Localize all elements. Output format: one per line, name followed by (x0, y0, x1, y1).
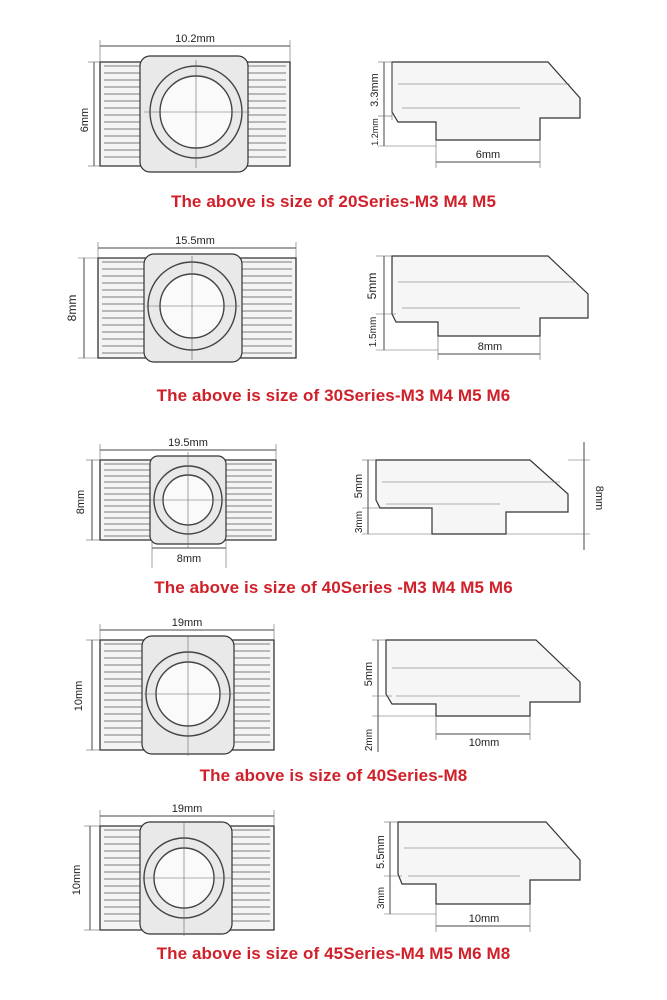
section-40-series (0, 422, 667, 612)
side-top-label: 5.5mm (375, 835, 387, 869)
side-width-label: 8mm (477, 341, 503, 353)
section-30-series (0, 228, 667, 418)
section-20-series (0, 0, 667, 220)
side-view-svg-30 (0, 228, 667, 398)
front-width-label: 19mm (171, 803, 203, 815)
front-height-label: 10mm (71, 864, 83, 896)
side-total-label: 8mm (593, 485, 605, 511)
side-view-svg-20 (0, 0, 667, 200)
side-view-svg-40m8 (0, 612, 667, 777)
caption-45-series: The above is size of 45Series-M4 M5 M6 M8 (156, 944, 511, 963)
side-top-label: 5mm (363, 661, 375, 687)
front-height-label: 8mm (75, 489, 87, 515)
front-width-label: 19.5mm (168, 437, 208, 449)
side-view-30 (0, 228, 667, 398)
side-bottom-label: 2mm (364, 728, 375, 752)
caption-20-series: The above is size of 20Series-M3 M4 M5 (170, 192, 497, 211)
side-view-45 (0, 800, 667, 965)
side-bottom-label: 1.2mm (370, 118, 380, 146)
side-width-label: 6mm (475, 149, 501, 161)
side-view-40 (0, 422, 667, 592)
front-height-label: 6mm (79, 107, 91, 133)
side-view-40m8 (0, 612, 667, 777)
side-width-label: 10mm (468, 913, 500, 925)
side-top-label: 5mm (353, 473, 365, 499)
side-view-svg-40 (0, 422, 667, 592)
section-40-m8 (0, 612, 667, 792)
front-width-label: 10.2mm (175, 33, 215, 45)
side-top-label: 3.3mm (369, 73, 381, 107)
front-height-label: 8mm (65, 294, 79, 322)
side-view-svg-45 (0, 800, 667, 965)
caption-30-series: The above is size of 30Series-M3 M4 M5 M6 (156, 386, 511, 405)
front-width-label: 19mm (171, 617, 203, 629)
side-view-20 (0, 0, 667, 200)
caption-40-series: The above is size of 40Series -M3 M4 M5 M6 (154, 578, 513, 597)
caption-40-m8: The above is size of 40Series-M8 (199, 766, 468, 785)
side-width-label: 10mm (468, 737, 500, 749)
front-height-label: 10mm (73, 680, 85, 712)
front-width-label: 15.5mm (175, 235, 215, 247)
side-bottom-label: 3mm (354, 510, 365, 534)
side-top-label: 5mm (365, 272, 379, 300)
section-45-series (0, 800, 667, 1000)
side-bottom-label: 3mm (376, 886, 387, 910)
front-bottom-label: 8mm (176, 553, 202, 565)
side-bottom-label: 1.5mm (368, 316, 379, 348)
